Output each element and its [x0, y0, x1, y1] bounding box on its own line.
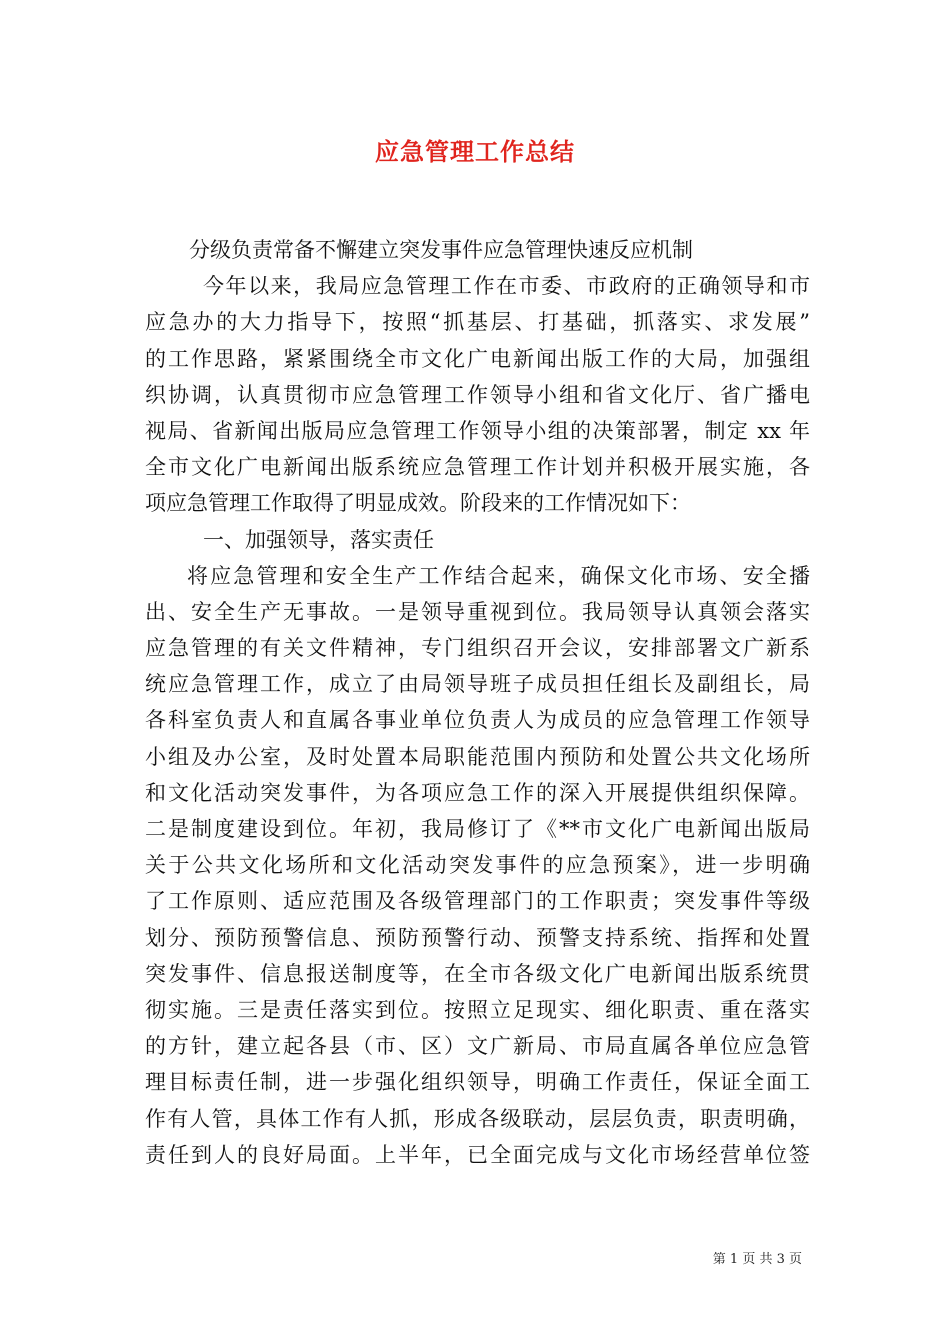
paragraph-2-line: 二是制度建设到位。年初，我局修订了《**市文化广电新闻出版局 [145, 817, 810, 841]
section-heading: 一、加强领导，落实责任 [203, 527, 434, 552]
paragraph-2-line: 突发事件、信息报送制度等，在全市各级文化广电新闻出版系统贯 [145, 961, 810, 986]
paragraph-2-line: 各科室负责人和直属各事业单位负责人为成员的应急管理工作领导 [145, 708, 810, 733]
paragraph-2-line: 彻实施。三是责任落实到位。按照立足现实、细化职责、重在落实 [145, 997, 810, 1022]
paragraph-2-line: 统应急管理工作，成立了由局领导班子成员担任组长及副组长，局 [145, 672, 810, 697]
paragraph-1-line: 项应急管理工作取得了明显成效。阶段来的工作情况如下： [145, 491, 691, 516]
paragraph-1-line: 全市文化广电新闻出版系统应急管理工作计划并积极开展实施，各 [145, 455, 810, 480]
paragraph-2-line: 和文化活动突发事件，为各项应急工作的深入开展提供组织保障。 [145, 780, 810, 805]
paragraph-2-line: 了工作原则、适应范围及各级管理部门的工作职责；突发事件等级 [145, 889, 810, 914]
subtitle-line: 分级负责常备不懈建立突发事件应急管理快速反应机制 [189, 238, 693, 262]
document-body [145, 232, 810, 1173]
paragraph-1-line: 的工作思路，紧紧围绕全市文化广电新闻出版工作的大局，加强组 [145, 346, 810, 371]
page-title: 应急管理工作总结 [375, 138, 575, 166]
paragraph-1-line: 视局、省新闻出版局应急管理工作领导小组的决策部署，制定 xx 年 [145, 418, 810, 443]
paragraph-1-line: 织协调，认真贯彻市应急管理工作领导小组和省文化厅、省广播电 [145, 382, 810, 407]
page-indicator: 第 1 页 共 3 页 [712, 1252, 802, 1267]
paragraph-1-line: 今年以来，我局应急管理工作在市委、市政府的正确领导和市 [203, 274, 810, 299]
paragraph-2-line: 关于公共文化场所和文化活动突发事件的应急预案》，进一步明确 [145, 853, 810, 878]
paragraph-2-line: 理目标责任制，进一步强化组织领导，明确工作责任，保证全面工 [145, 1070, 810, 1095]
paragraph-2-line: 的方针，建立起各县（市、区）文广新局、市局直属各单位应急管 [145, 1034, 810, 1059]
paragraph-2-line: 将应急管理和安全生产工作结合起来，确保文化市场、安全播 [187, 563, 810, 588]
paragraph-2-line: 划分、预防预警信息、预防预警行动、预警支持系统、指挥和处置 [145, 925, 810, 950]
paragraph-2-line: 应急管理的有关文件精神，专门组织召开会议，安排部署文广新系 [145, 636, 810, 661]
paragraph-1-line: 应急办的大力指导下，按照“抓基层、打基础，抓落实、求发展” [145, 310, 810, 335]
paragraph-2-line: 小组及办公室，及时处置本局职能范围内预防和处置公共文化场所 [145, 744, 810, 769]
paragraph-2-line: 责任到人的良好局面。上半年，已全面完成与文化市场经营单位签 [145, 1142, 810, 1167]
paragraph-2-line: 作有人管，具体工作有人抓，形成各级联动，层层负责，职责明确， [145, 1106, 810, 1131]
paragraph-2-line: 出、安全生产无事故。一是领导重视到位。我局领导认真领会落实 [145, 599, 810, 624]
